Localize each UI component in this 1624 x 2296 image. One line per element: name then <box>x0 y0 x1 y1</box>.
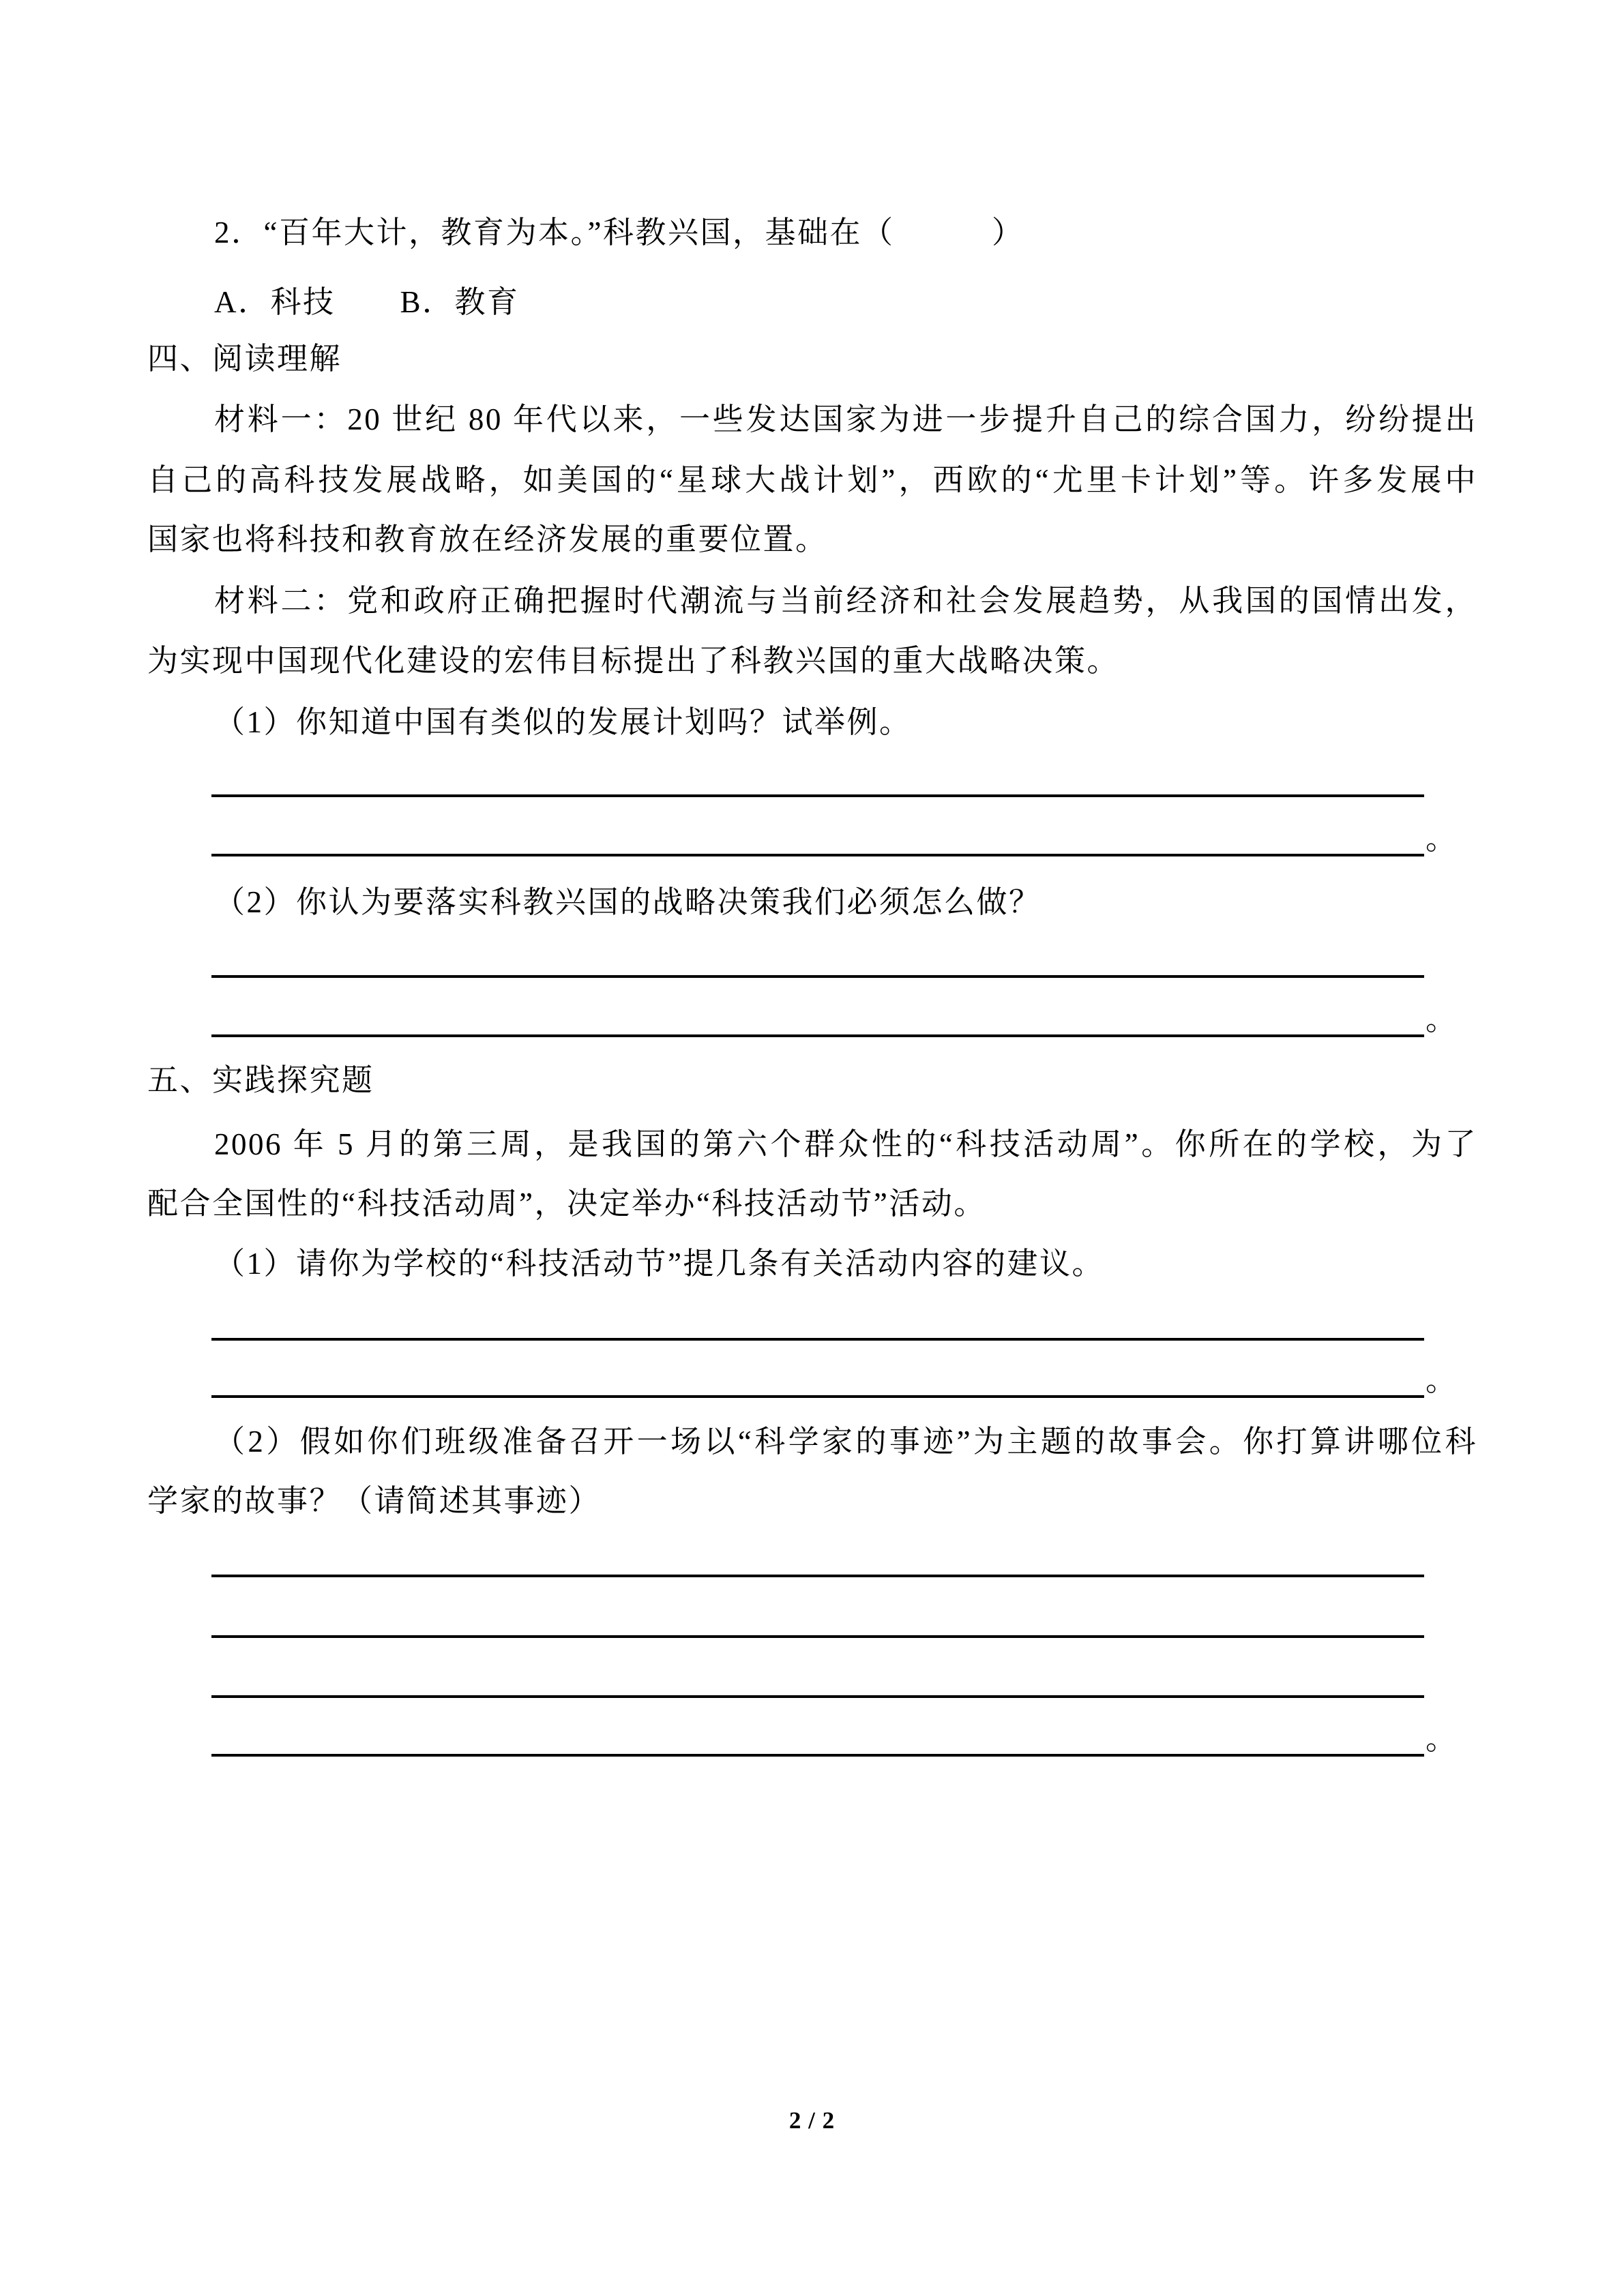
material-2-line-1: 材料二：党和政府正确把握时代潮流与当前经济和社会发展趋势，从我国的国情出发， <box>214 584 1477 618</box>
answer-blank-line <box>211 1754 1424 1757</box>
answer-blank-line <box>211 1338 1424 1341</box>
section-5-subquestion-2-line-1: （2）假如你们班级准备召开一场以“科学家的事迹”为主题的故事会。你打算讲哪位科 <box>214 1425 1477 1459</box>
answer-blank-line <box>211 975 1424 978</box>
section-5-heading: 五、实践探究题 <box>147 1063 374 1097</box>
answer-blank-line <box>211 1635 1424 1638</box>
answer-blank-line <box>211 794 1424 797</box>
answer-blank-line <box>211 1034 1424 1037</box>
answer-end-period: 。 <box>1426 1002 1457 1037</box>
answer-end-period: 。 <box>1426 1722 1457 1756</box>
answer-blank-line <box>211 1575 1424 1577</box>
answer-end-period: 。 <box>1426 1363 1457 1397</box>
answer-blank-line <box>211 1395 1424 1398</box>
question-2-options: A．科技 B．教育 <box>214 285 520 319</box>
section-4-heading: 四、阅读理解 <box>147 342 342 376</box>
material-2-line-2: 为实现中国现代化建设的宏伟目标提出了科教兴国的重大战略决策。 <box>147 644 1120 678</box>
material-1-line-2: 自己的高科技发展战略，如美国的“星球大战计划”，西欧的“尤里卡计划”等。许多发展中 <box>147 463 1477 497</box>
answer-end-period: 。 <box>1426 822 1457 856</box>
section-4-subquestion-2: （2）你认为要落实科教兴国的战略决策我们必须怎么做？ <box>214 885 1042 919</box>
material-1-line-1: 材料一：20 世纪 80 年代以来，一些发达国家为进一步提升自己的综合国力，纷纷提出 <box>214 402 1477 436</box>
answer-blank-line <box>211 1695 1424 1698</box>
section-5-subquestion-2-line-2: 学家的故事？（请简述其事迹） <box>147 1484 602 1518</box>
section-5-subquestion-1: （1）请你为学校的“科技活动节”提几条有关活动内容的建议。 <box>214 1247 1104 1281</box>
page-number: 2 / 2 <box>788 2107 836 2134</box>
material-1-line-3: 国家也将科技和教育放在经济发展的重要位置。 <box>147 522 828 556</box>
answer-blank-line <box>211 854 1424 856</box>
section-4-subquestion-1: （1）你知道中国有类似的发展计划吗？试举例。 <box>214 705 912 739</box>
section-5-intro-line-2: 配合全国性的“科技活动周”，决定举办“科技活动节”活动。 <box>147 1187 986 1221</box>
question-2-stem: 2．“百年大计，教育为本。”科教兴国，基础在（ ） <box>214 215 1024 250</box>
section-5-intro-line-1: 2006 年 5 月的第三周，是我国的第六个群众性的“科技活动周”。你所在的学校，为了 <box>214 1127 1477 1161</box>
